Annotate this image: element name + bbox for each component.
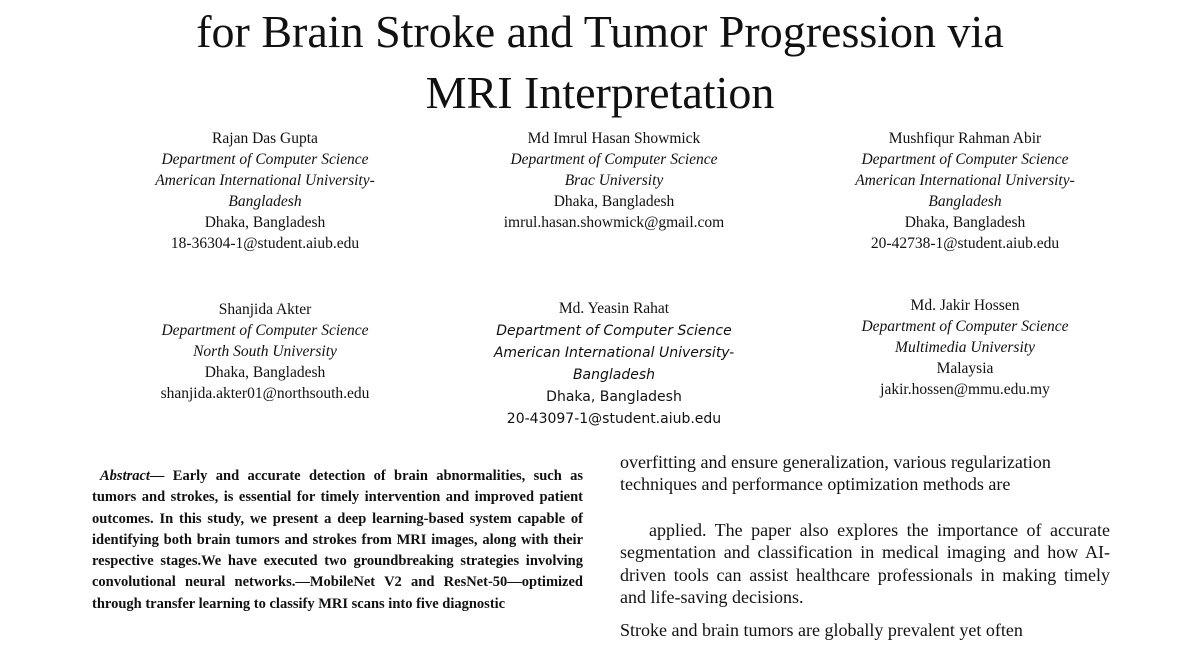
author-location: Dhaka, Bangladesh bbox=[204, 364, 326, 381]
paper-title-line-1: for Brain Stroke and Tumor Progression via bbox=[196, 6, 1004, 57]
abstract-label: Abstract— bbox=[100, 468, 165, 484]
author-location: Dhaka, Bangladesh bbox=[904, 214, 1026, 231]
author-department: Department of Computer Science bbox=[161, 322, 369, 339]
author-university: American International University-Bangladesh bbox=[855, 172, 1075, 210]
author-university: American International University-Bangladesh bbox=[155, 172, 375, 210]
body-paragraph-2: applied. The paper also explores the importance of accurate segmentation and classification in medical imaging and how AI-driven tools can assist healthcare professionals in making timely and life-saving decisions. bbox=[620, 520, 1110, 608]
author-department: Department of Computer Science bbox=[861, 318, 1069, 335]
author-university: North South University bbox=[193, 343, 337, 360]
body-paragraph-3: Stroke and brain tumors are globally prevalent yet often bbox=[620, 620, 1023, 640]
author-name: Md. Jakir Hossen bbox=[910, 297, 1020, 314]
author-department: Department of Computer Science bbox=[496, 322, 732, 339]
author-name: Md Imrul Hasan Showmick bbox=[527, 130, 701, 147]
author-university: Multimedia University bbox=[895, 339, 1035, 356]
author-department: Department of Computer Science bbox=[161, 151, 369, 168]
paper-title-line-2: MRI Interpretation bbox=[425, 67, 775, 118]
author-block-5 bbox=[464, 298, 764, 430]
author-name: Mushfiqur Rahman Abir bbox=[888, 130, 1042, 147]
author-name: Rajan Das Gupta bbox=[212, 130, 318, 147]
abstract-text: Early and accurate detection of brain abnormalities, such as tumors and strokes, is essential for timely intervention and improved patient outcomes. In this study, we present a deep learning-based system capable of identifying both brain tumors and strokes from MRI images, along with their respective stages.We have executed two groundbreaking strategies involving convolutional neural networks.—MobileNet V2 and ResNet-50—optimized through transfer learning to classify MRI scans into five diagnostic bbox=[92, 468, 584, 612]
author-department: Department of Computer Science bbox=[861, 151, 1069, 168]
body-paragraph-1: overfitting and ensure generalization, various regularization techniques and performance optimization methods are bbox=[620, 452, 1051, 495]
author-block-2 bbox=[464, 128, 764, 233]
author-email: jakir.hossen@mmu.edu.my bbox=[880, 381, 1050, 398]
author-name: Md. Yeasin Rahat bbox=[558, 300, 670, 317]
author-block-4 bbox=[115, 299, 415, 404]
author-email: imrul.hasan.showmick@gmail.com bbox=[503, 214, 725, 231]
abstract bbox=[92, 466, 583, 615]
author-email: 20-42738-1@student.aiub.edu bbox=[870, 235, 1060, 252]
author-block-6 bbox=[815, 295, 1115, 400]
author-university: Brac University bbox=[564, 172, 664, 189]
author-university: American International University-Bangladesh bbox=[493, 344, 735, 383]
author-email: 18-36304-1@student.aiub.edu bbox=[170, 235, 360, 252]
author-block-1 bbox=[115, 128, 415, 254]
author-name: Shanjida Akter bbox=[218, 301, 312, 318]
author-location: Dhaka, Bangladesh bbox=[546, 388, 682, 405]
author-location: Dhaka, Bangladesh bbox=[204, 214, 326, 231]
author-location: Malaysia bbox=[936, 360, 994, 377]
author-email: shanjida.akter01@northsouth.edu bbox=[160, 385, 370, 402]
author-block-3 bbox=[815, 128, 1115, 254]
author-location: Dhaka, Bangladesh bbox=[553, 193, 675, 210]
author-email: 20-43097-1@student.aiub.edu bbox=[506, 410, 722, 427]
author-department: Department of Computer Science bbox=[510, 151, 718, 168]
